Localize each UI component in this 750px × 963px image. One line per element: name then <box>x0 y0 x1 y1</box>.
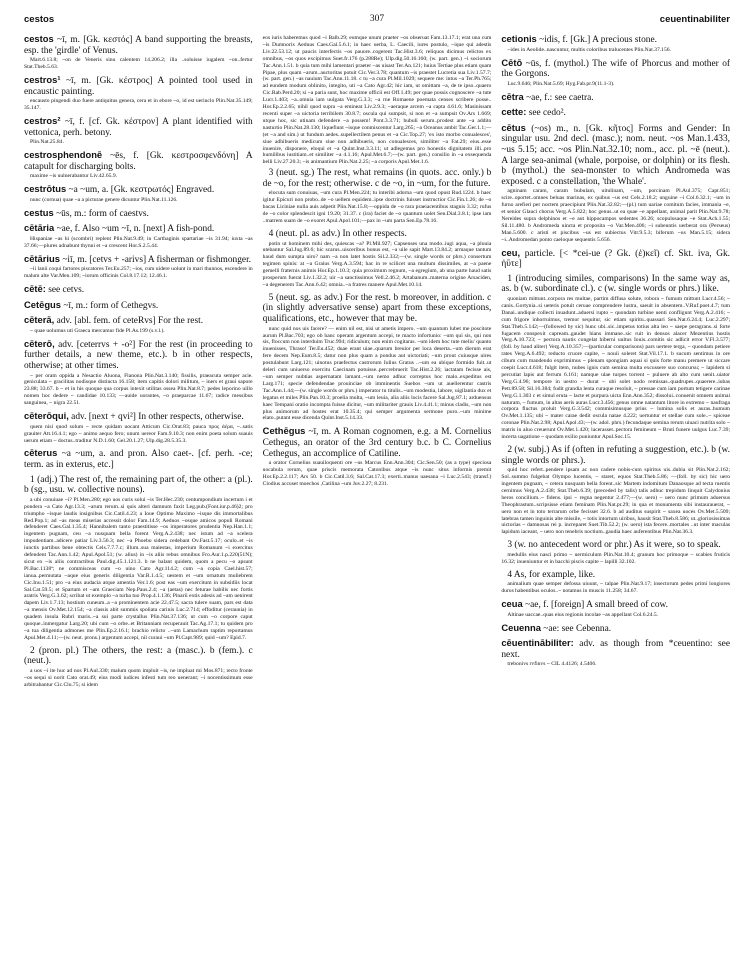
headword: cēterō, <box>24 337 55 349</box>
headword: ceua <box>501 598 523 610</box>
headword: cētārius <box>24 252 60 264</box>
definition-text: ~ae, f. [foreign] A small breed of cow. <box>525 600 669 611</box>
entry-definition <box>24 150 253 172</box>
citation-block: a orator Cornelius suauiloquenti ore ~us Marcus Enn.Ann.304; Cic.Sen.50; (as a type) speciosa uocabula rerum, quae priscis memorata Catonibus atque ~is nunc situs informis premit Hor.Ep.2.2.117; Ars 50. b Cic.Catil.3.6; Sal.Cat.17.3; exerti..manus uaesana ~i Luc.2.543; (transf.) Clodius accuset moechos ,Catilina ~um Juv.2.27; 8.231. <box>262 460 492 487</box>
headword: Cētō <box>501 56 523 68</box>
definition-text: see cedo². <box>528 108 566 119</box>
running-head <box>24 14 730 34</box>
sense-definition: 3 (neut. sg.) The rest, what remains (in quots. acc. only.) b de ~o, for the rest; otherwise. c de ~o, in ~um, for the future. <box>262 168 492 189</box>
dictionary-entry <box>24 223 253 249</box>
headword: cestrosphendonē <box>24 149 103 161</box>
citation-block: animalium quae semper defossa uiuunt, ~ talpae Plin.Nat.9.17; insectorum pedes primi longiores duros habentibus oculos..~ notamus in muscis 11.258; 34.67. <box>501 581 731 595</box>
citation-block: potin ut hominem mihi des, quiescas ~a? Pl.Mil.927; Capsenses una modo..iugi aqua, ~a pluuia utebantur Sal.Jug.89.6; hic scarus..uisceribus bonus est, ~a uile sapit Mart.13.84.2; armaque tantum haud dum sumpta uiro? nam ~a non latet hostis Sil.2.332;—(w. single words or phrs.) consertum tegimen spinis: at ~a Graius Verg.A.3.594; hac in re scilicet una multum dissimiles, at ~a paene gemelli fraternis animis Hor.Ep.1.10.3; quia proximum regnum, ~a egregium, ab una parte haud satis prosperum fuerat Liv.1.32.2; uir ~a sanctissimus Vell.2.46.2; Artabanum..materna origine Arsaciden, ~a degenerem Tac.Ann.6.42; omnia..~a fratres manere Apul.Met.10.14. <box>262 240 492 288</box>
headword: cētāria <box>24 222 55 234</box>
citation-block: ~ per oram oppida a Nesactio Aluona, Flanona Plin.Nat.3.140; fissilis, praeacuta semper acie. geniculata ~ gracilitas nodisque distincta 16.158; item capitis dolori militum, ~ iners et graui sapore 23.88; 33.67. b ~ et in his quoque qua corpus intexit utilitas ossea Plin.Nat.8.7; pedes leporino uillo nomen hoc dedere ~ candidae 10.133; —auide uorantes, ~o praeparcae 11.67; radice messibus sanguinea, ~ nigra 22.51. <box>24 372 253 407</box>
entry-definition <box>24 284 253 296</box>
dictionary-entry <box>24 75 253 112</box>
sense-block <box>263 293 492 422</box>
citation-block: nunc (cornua) quae ~a a picturae genere dicuntur Plin.Nat.11.126. <box>30 196 178 203</box>
sense-definition: 4 As, for example, like. <box>507 569 596 580</box>
sense-definition: 1 (introducing similes, comparisons) In the same way as, as. b (w. subordinate cl.). c (w. single words or phrs.) like. <box>501 273 731 295</box>
citation-block: Altinae uaccae..quas eius regionis incolae ~as appellant Col.6.24.5. <box>507 611 659 618</box>
citation-block: a uos ~i ite huc ad nos Pl.Aul.330; malum quom impluit ~is, ne impluat mi Mos.871; recto fronte ~os sequi si norit Cato orat.49; eius modi iudices infesti tum reo uenerant; ~i nocentissimum esse arbitrabantur Cic.Clu.75; si idem <box>24 668 253 688</box>
dictionary-entry <box>24 284 253 296</box>
sense-definition: 5 (neut. sg. as adv.) For the rest. b moreover, in addition. c (in slightly adversative sense) apart from these exceptions, qualifications, etc., however that may be. <box>262 292 492 325</box>
sense-definition: 2 (pron. pl.) The others, the rest: a (masc.). b (fem.). c (neut.). <box>24 645 253 667</box>
entry-definition <box>501 248 730 270</box>
definition-text: ~ī, f. [cf. Gk. κέστρον] A plant identified with vettonica, perh. betony. <box>24 117 253 138</box>
entry-definition <box>24 315 253 327</box>
sense-block <box>263 168 492 225</box>
dictionary-entry <box>24 116 253 146</box>
citation-block: nunc quid nos uis facere? — enim nil est, nisi ut ametis impero. ~um quantum lubet me poscitote aurum Pl.Bac.703; ego ob hanc operam argentum accepi, te macto infortunio: ~um qui sis, qui non sis, floccum non interduim Truc.994; ridiculum; non enim cogitaras. ~um idem hoc tute meliu' quanto inuenisses, Thraso! Ter.Eu.452; duae erant uiae..quarum breuior per loca deserta..~um dierum erat fere decem Nep.Eum.8.5; datur non plus quam a pondus aut uictoriati; ~um prout cuiusque uires postulabunt Larg.121; uinotus praefectus castrorum Iulius Gratus ..~um ea ubique formido fuit..ut deleri cum uniuerso exercitu Caecinam potuisse..percrebruerit Tac.Hist.2.26; iactatam fecisse ais, ~um semper nubtias aspernatam lamant..~um nemo adhuc correptus hoc malo..expeditus est Larg.171; specie defendendae prouinciae ob imminentis Suebos ~um ut auellerentur castris Tac.Ann.1.44;—(w. single words or phrs.) imperator tu titulis..~um modestia, labore, uigilantia dux et legatus et miles Plin.Pan.10.3; proelia multa, ~um leuia, alia aliis locis facere Sal.Jug.87.1; arduensus haec Tempani oratio incompta fuisse dicitur, ~um militariter grauis Liv.4.41.1; minus cladis, ~um non plus animorum ad hostes erat 10.35.4; qui semper argumenta sermone puro..~um minime elato..putant esse dicenda Quint.Inst.5.14.33. <box>262 325 492 422</box>
sense-block <box>501 570 730 595</box>
sense-block <box>24 646 253 689</box>
definition-text: (~os) m., n. [Gk. κῆτος] Forms and Gender: In singular usu. 2nd decl. (masc.); nom. neut. ~os Man.1.433, ~us 5.15; acc. ~os Plin.Nat.32.10; nom., acc. pl. ~ē (neut.). A large sea-animal (whale, porpoise, or dolphin) or its flesh. b (mythol.) the sea-monster to which Andromeda was exposed. c a constellation, 'the Whale'. <box>501 123 731 187</box>
headword: cēterā, <box>24 314 55 326</box>
dictionary-entry <box>501 638 730 668</box>
dictionary-entry <box>263 426 492 487</box>
dictionary-entry <box>501 34 730 54</box>
entry-definition <box>501 638 730 660</box>
entry-definition <box>263 426 492 459</box>
sense-definition: 3 (w. no antecedent word or phr.) As it were, so to speak. <box>507 540 721 551</box>
definition-text: adv. [ceterrvs + -o²] For the rest (in proceeding to further details, a new theme, etc.). b in other respects, otherwise; at other times. <box>24 339 253 371</box>
definition-text: ~idis, f. [Gk.] A precious stone. <box>539 35 657 45</box>
definition-text: adv. as though from *ceuentino: see next. <box>501 639 731 660</box>
definition-text: ~ī, m. [Gk. κέστρος] A pointed tool used in encaustic painting. <box>24 76 253 97</box>
column-right <box>501 34 730 693</box>
headword: Ceuenna <box>501 621 541 633</box>
headword: Cethēgus <box>262 425 306 437</box>
sense-block <box>501 274 730 441</box>
text-columns <box>24 34 730 693</box>
headword: cēterus <box>24 447 58 459</box>
citation-block: trebonivs rvfinvs ~ CIL 4.4126; 4.5406. <box>507 661 597 668</box>
definition-text: ~a ~um, a. and pron. Also caet-. [cf. perh. -ce; term. as in exterus, etc.] <box>24 449 253 470</box>
dictionary-entry <box>501 123 730 244</box>
citation-block: encausto pingendi duo fuere antiquitus genera, cera et in ebore ~o, id est ueriuclo Plin.Nat.35.149; 35.147. <box>24 98 253 112</box>
entry-definition <box>24 75 253 97</box>
dictionary-entry <box>24 208 253 220</box>
entry-definition <box>24 300 253 312</box>
citation-block: Hispaniae ~as hi (scombri) replent Plin.Nat.9.49; in Carthaginis spartariae ~is 31.94; iuxta ~as 37.66;—plures adnabunt thynni et ~a crescent Hor.S.2.5.44. <box>24 235 253 249</box>
definition-text: ~ae: see Cebenna. <box>543 623 612 634</box>
headword: cēterōqui, <box>24 410 69 422</box>
dictionary-entry <box>501 248 730 270</box>
guide-word-left: cestos <box>24 14 55 25</box>
headword: cestros² <box>24 115 61 126</box>
entry-definition <box>24 254 253 266</box>
entry-definition <box>501 623 730 635</box>
citation-block: quoniam mittunt..corpora res multae, partim diffusa solute, robora ~ fumum mittunt Lucr.4.56; ~ canis..Gortynia..si ueteris potuit ceruae comprendere lustra, saeuit in absentem..V.Ruf.poet.4.7; tum Danai..undique collecti inuadunt..aduersi rupto ~ quondam turbine uenti confligunt Verg.A.2.416; ~ cum frigore inhorruimus, tremor sequitur, sic etiam spiritu..quassari Sen.Nat.6.24.4; Luc.2.297; Stat.Theb.5.142;—(followed by sic) hunc ubi..sic..impetus totius alta leo ~ saepe peragrans..si forte fugacem conspexit capream..gaudet hians immane..sic ruit in densos alacer Mezentius hostis Verg.A.10.723; ~ pectora nautis congelat hiberni uultus Iouis..comitis sic adlicit error V.Fl.3.577; (foll. by haud aliter) Verg.A.10.357;—(particular comparisons) pars uertere terga, ~ quondam petiere rates Verg.A.6.492; reducto cruore capite, ~ nouii soleret Stat.Vil.17.1. b sucum sentimus in ore cibum cum mandendo exprimimus ~ plenam spongiam aquai si quis forte manu premere ut siccare coepit Lucr.4.618; fulgit item, nubes ignis cum semina multa excussere suo concursu; ~ lapidem si percutiat lapis aut ferrum 6.161; namque ulae turpes torrent ~ puluere ab alto cum uenit..uiator Verg.G.4.96; tempore in uestro ~ durat ~ ubi solet nodo remissas..quadrupes..quaerere..iubas Petr.89.58; Sil.16.384; fudit grandia lenta curaque resoluit, ~ pressae cum iam portum tetigere carinae Verg.G.1.303 c et simul eruta ~ lacte et purpura uicta Enn.Ann.352; dissolui..conuenit omnem animai naturam, ~ fumum, in altas aeris auras Lucr.3.456; genus omne natantum litore in extremo ~ naufraga corpora fluctus proluit Verg.G.3.542; commisimusque prius ~ lumina solis et auras..humum Ov.Met.1.135; ubi ~ mater carae dedit oscula natae 4.222; uertuntur et stellae cum sole..~ spiceae coronae Plin.Nat.2.98; Apul.Apol.43;—(w. adol. phrs.) fecundaque semina rerum uiuaci nutrita solo ~ matris in aluo creuerunt Ov.Met.1.420; lacerasset..pectora femineum ~ Bruti funere uulgus Luc.7.39; incerta uagatione ~ quodam exilio puniuntur Apul.Soc.15. <box>501 295 731 441</box>
citation-block: medullis eius nasci primo ~ uermiculum Plin.Nat.10.4; granum hoc primoque ~ scabies fruticis 16.32; inueniuntur et in bacchi piscis capite ~ lapilli 32.102. <box>501 551 731 565</box>
citation-block: ~ quae uolumus uti Graeca mercamur fide Pl.As.199 (s.v.l.). <box>30 327 165 334</box>
headword: ceu, <box>501 246 521 258</box>
sense-definition: 4 (neut. pl. as adv.) In other respects. <box>268 228 407 239</box>
headword: cestos <box>24 33 54 44</box>
sense-block <box>24 475 253 642</box>
citation-block: Mart.6.13.8; ~on de Veneris sinu calentem 14.206.2; illa ..soluisse iugalem ~on..fertur Stat.Theb.5.63. <box>24 57 253 71</box>
headword: cētē: <box>24 283 46 295</box>
entry-definition <box>24 184 253 196</box>
dictionary-entry <box>24 339 253 407</box>
definition-text: ~ī, m. A Roman cognomen, e.g. a M. Cornelius Cethegus, an orator of the 3rd century b.c. b C. Cornelius Cethegus, an accomplice of Catiline. <box>262 427 492 459</box>
definition-text: ~a ~um, a. [Gk. κεστρωτός] Engraved. <box>68 185 215 196</box>
column-left <box>24 34 253 693</box>
headword: cetionis <box>501 33 537 44</box>
dictionary-entry <box>24 254 253 280</box>
sense-block <box>263 229 492 289</box>
citation-block: ~ides in Aeolide..nascuntur, multis coloribus tralucentes Plin.Nat.37.156. <box>507 46 671 53</box>
definition-text: ~ēs, f. [Gk. κεστροσφενδόνη] A catapult for discharging bolts. <box>24 151 253 172</box>
definition-text: particle. [< *cei-ue (? Gk. (ἐ)κεῖ) cf. Skt. iva, Gk. ἠΰτε] <box>501 248 731 270</box>
entry-definition <box>501 599 730 611</box>
dictionary-entry <box>501 107 730 119</box>
dictionary-entry <box>24 184 253 204</box>
sense-definition: 1 (adj.) The rest of, the remaining part of, the other: a (pl.). b (sg., usu. w. collective nouns). <box>24 474 253 496</box>
citation-block: quid hoc refert..pendere ipsam ac non cadere nobis-cum spiritus uis..dubia sit Plin.Nat.2.162; Sol..summo fulgebat Olympo lucentis, ~ staret, equos Stat.Theb.5.86; —(foll. by sic) hic uero ingentem pugnam, ~ cetera nusquam bella forent..sic Martem indomitum Danaosque ad tecta ruentis cernimus Verg.A.2.438; Stat.Theb.6.39; (preceded by talis) talis adhuc trepidum linquit Calydonius heros concilium..~ fidens. ipsi ~ regna negentur 2.477;—(w. uero) ~ uero nunc primum aduersus Theophrastum..scripsisse etiam feminam Plin.Nat.pr.29; in qua et monumenta sibi instaurauerat, ~ uero non et in toto terrarum orbe fecisset 32.6. b ad auditus suspirit ~ saxea uoces Ov.Met.5.509; latebras tamen inguinis alte missile, ~ totis intortum uiribus, hausit Stat.Theb.8.586; ut..gloriosissimas uictorias ~ damnosas rei p. increparet Suet.Tib.52.2; (w. uero) ista fecere..mortales ..ut inter maculas lapidum iaceant, ~ uero non tenebris noctium..gaudia haec auferentibus Plin.Nat.36.3. <box>501 467 731 536</box>
dictionary-page <box>24 14 730 693</box>
sense-block <box>501 445 730 536</box>
guide-word-right: ceuentinabiliter <box>659 14 730 25</box>
dictionary-entry <box>501 58 730 88</box>
entry-definition <box>501 107 730 119</box>
definition-text: ~ūs, f. (mythol.) The wife of Phorcus and mother of the Gorgons. <box>501 58 731 80</box>
dictionary-entry <box>24 150 253 180</box>
dictionary-entry <box>24 315 253 335</box>
definition-text: ~ūs, m.: form of caestvs. <box>56 208 149 219</box>
headword: cestrōtus <box>24 183 67 195</box>
entry-definition <box>24 448 253 470</box>
headword: cētra <box>501 90 524 102</box>
entry-definition <box>24 34 253 56</box>
definition-text: see cetvs. <box>48 285 85 296</box>
dictionary-entry <box>24 448 253 470</box>
dictionary-entry <box>24 300 253 312</box>
entry-definition <box>501 58 730 80</box>
column-middle <box>263 34 492 693</box>
headword: cette: <box>501 106 527 118</box>
continued-citations: eos iuris haberemus quod ~i Balb.29; eumque unum praeter ~os obseruat Fam.13.17.1; erat una cum ~is Dumnorix Aeduus Caes.Gal.5.6.1; in haec uerba, L. Caecili, iures postulo, ~ique qui adestis Liv.22.53.12; ut paucis interfectis ~os pauore..cogerent Tac.Hist.3.6; reliquos dicimus relictos ex omnibus, ~os quos excipimus Suet.fr.176 (p.288Re); Ulp.dig.50.16.160; (w. part. gen.) ~i sociorum Tac.Ann.1.51. b quia tum mihi lamentari praeter ~as uisast Ter.An.121; huius Tertiae plus etiam quam Pipae, plus quam ~arum..auctoritas potuit Cic.Ver.3.78; quantum ~is praestet Lucretia sua Liv.1.57.7; (w. part. gen.) ~as nauium Tac.Ann.11.18. c tu ~a cura Pl.Mil.1029; sequere me: intus ~a Ter.Ph.765; ad eundem modum oblinito, integito, uti ~a Cato Agr.42; hic iam, ut omittam ~a, de te ipso..quaero Cic.Rab.Perd.20; si ~a paria sunt, hoc maxime officii est Off.1.49; per quae possis cognoscere ~a tute Lucr.1.403; ~a..omnia iam uulgata Verg.G.3.3; ~a rne Romaene poemata censes scribere posse.. Hor.Ep.2.2.65; nihil quod supra ~a emineat Liv.2.9.3; ~aeraque arcem ~a capta 4.61.6; Masinissam recenti super ~a uictoria terribilem 30.8.7; oscula qui sumpsit, si non et ~a sumpsit Ov.Ars 1.669; utque hoc, sic utinam defendere ~a possem! Pont.3.3.71; bubuli serum..prodest ante ~a addito nasturtio Plin.Nat.28.130; liquefiunt ~isque conmiscentur Larg.265; ~a Oceanus ambit Tac.Ger.1.1;—(et ~a and sim.) ut fundum aedes..supellectilem penus et ~a Cic.Top.27; 'ex isto morbo conualesces', siue adhibueris medicum siue non adhibueris, non conualesces, similiter ~a Fat.29; eius..esse inuenire, disponere, eloqui et ~a Quint.Inst.3.3.11; ut adlegemus pro honestis dignitatem illi..pro humilibus iustitiam..et similiter ~a 4.1.16; Apul.Met.6.7;—(w. part. gen.) consilio in ~a exsequenda belli Liv.27.20.3; ~is animantium Plin.Nat.2.25; ~a corporis Apul.Met.1.6. <box>262 35 492 166</box>
entry-definition <box>24 411 253 423</box>
citation-block: elocuta sum conuiuas, ~um cura Pl.Men.224; tu interibi adorna ~um quod opust Rud.1224. b haec igitur Epicuri non probo..de ~o uellem equidem..ipse doctrinis fuisset instructior Cic.Fin.1.26; de ~o bacas Liciniae nulla auis adpetit Plin.Nat.15.8;—oppida de ~o rara praeiacentibus stagnis 3.32; rufus de ~o color splendescit igni 19.20; 31.37. c (ira) faciet de ~o quantum uolet Sen.Dial.3.8.1; ipse iam ..matrem suam de ~o exoret Apul.Apol.101;—pax in ~um parta Sen.Ep.78.16. <box>262 190 492 225</box>
entry-definition <box>501 92 730 104</box>
definition-text: ~ī, m. [Gk. κεστός] A band supporting the breasts, esp. the 'girdle' of Venus. <box>24 35 253 56</box>
citation-block: Plin.Nat.25.84. <box>30 139 64 146</box>
entry-definition <box>24 223 253 235</box>
headword: cestus <box>24 206 54 218</box>
sense-definition: 2 (w. subj.) As if (often in refuting a suggestion, etc.). b (w. single words or phrs.). <box>501 445 731 466</box>
definition-text: ~ae, f. Also ~um ~ī, n. [next] A fish-pond. <box>56 224 215 235</box>
definition-text: ~ī, m.: form of Cethegvs. <box>63 300 159 311</box>
entry-definition <box>24 116 253 138</box>
dictionary-entry <box>501 623 730 635</box>
sense-block <box>501 540 730 565</box>
dictionary-entry <box>24 34 253 71</box>
entry-definition <box>501 34 730 46</box>
entry-definition <box>24 208 253 220</box>
definition-text: ~iī, m. [cetvs + -arivs] A fisherman or fishmonger. <box>62 254 252 265</box>
citation-block: quem nisi quod solum ~ recte quidam uocant Atticum Cic.Orat.83; pauca προς ἀέρα, ~..satis grauiter Att.16.4.1; ego ~ animo aequo fero; unum uereor Fam.9.10.3; non enim poeta solum suauis uerum etiam ~ doctus..traditur N.D.1.60; Gel.20.1.27; Ulp.dig.28.5.35.3. <box>24 423 253 444</box>
citation-block: ~ii lanii coqui fartores piscatores Ter.Eu.257; ~ios, cum uidere uolunt in mari thunnos, escendere in malum alte Var.Men.109; ~iorum officinis Col.8.17.12; 12.46.1. <box>24 266 253 280</box>
headword: Cetēgus <box>24 298 61 310</box>
dictionary-entry <box>501 92 730 104</box>
citation-block: agninam caram, caram bubulam, uitulinam, ~um, porcinam Pl.Aul.375; Capt.851; scire..oportet..omnes beluas marinas, ex quibus ~us est Cels.2.18.2; unguine ~i Col.6.32.1; ~um in furno arefieri per noctem praecipiunt Plin.Nat.32.82;—(pl.) tum uariae comitum facies, immania ~e, et senior Glauci chorus Verg.A.5.822; hoc genus..ut ea quae ~e appellant, animal parit Plin.Nat.9.78; Nereides supra delphinos et ~e aut hippocampos sedentes 36.26; scopulosaque ~e Stat.Ach.1.55; Sil.11.480. b Andromeda uincta et proposita ~o Var.Men.406; ~i subeuntis uerberat ora (Perseus) Man.5.600. c aristi et piscibus ~us est subiectus Vitr.9.5.3; biferum ~us Man.5.15; sidera ~i..Andromedan ponto caeloque sequentis 5.656. <box>501 188 731 243</box>
entry-definition <box>501 123 730 188</box>
dictionary-entry <box>24 411 253 444</box>
headword: cestros¹ <box>24 74 61 85</box>
headword: cēuentinābiliter: <box>501 637 574 649</box>
headword: cētus <box>501 121 526 133</box>
entry-definition <box>24 339 253 372</box>
citation-block: a ubi conuiuae ~i? Pl.Men.280; ego uos curis solui ~is Ter.Hec.230; centumpondium incertum i et pondera ~a Cato Agr.13.3; ~arum rerum..si quis alteri damnum faxit Leg.pub.(Font.iur.p.46)2; pro triumpho ~isque laudis insignibus Cic.Catil.4.23; a Ioue Optimo Maximo ~isque dis immortalibus Red.Pop.1; ad ~as meas miserias accessit dolor Fam.14.9; Aeduos ~osque amicos populi Romani defenderet Caes.Gal.1.35.4; Hannibalem tanto praestitisse ~os imperatores prudentia Nep.Han.1.1; ingentem pugnam, ceu ~a nusquam bella forent Verg.A.2.438; nec istum ad ~a scelera impudentiam..adicere patiar Liv.3.56.3; nec ~a Phoebo sidera cedebant Ov.Fast.5.17; oculo..et ~is iunctis partibus bene obtectis Cels.7.7.7.c; illum..sua maiestas, imperium Romanum ~i exercitus defendent Tac.Ann.1.42; Apul.Apol.51; (w. alius) in ~is aliis rebus omnibus Fro.Aur.1.p.220(51N); sicut ex ~is aliis contractibus Paul.dig.45.1.121.3. b ne balant quidem, quom a pecu ~o apsunt Pl.Bac.1138ª; ne commisceas cum ~o uino Cato Agr.114.2; cum ~a copia Cael.hist.57; ianua..permutata ~aque eius generis diligentia Var.R.1.4.5; uestem et ~um ornatum muliebrem Cic.Inu.1.51; pro ~a eius audacia atque amentia Ver.1.6; post eas ~um exercitum in subsidiis locat Sal.Cat.59.5; et Spartam et ~am Graeciam Nep.Paus.2.4; ~a (aetas) nec feturae habilis nec fortis aratris Verg.G.3.62; scribat ut exemplo ~a turba tuo Prop.4.1.136; Pinarii extis adesis ad ~am uenirent dapem Liv.1.7.13; hostium cuneum..a ~a prominentem acie 22.47.5; sacra tulere suam, pars est data ~a mensis Ov.Met.12.154; ~a classis abit summis spoliata carinis Luc.2.714; effoditur (ceraunia) in quadem insula Rubri maris..~a sui parte crystallus Plin.Nat.37.136; ut cum ~o corpore caput quoque..inmergatur Larg.20; ubi cum ~o orbe..et Britanniam recuperauit Tac.Ag.17.1; tu quidem pro ~a tua diligentia admones me Plin.Ep.2.16.1; brachio relicto ..~um Lamachum raptim reportamus Apul.Met.4.11;—(w. neut. prons.) argentum accepi, nil curaui ~um Pl.Capt.989; quid ~um? Epid.7. <box>24 496 253 641</box>
definition-text: ~ae, f.: see caetra. <box>526 92 594 103</box>
citation-block: maxime ~is uulnerabantur Liv.42.65.9. <box>30 173 118 180</box>
citation-block: Luc.9.646; Plin.Nat.5.69; Hyg.Fab.pr.9(11.1-3). <box>507 80 615 87</box>
page-number: 307 <box>369 14 385 24</box>
definition-text: adv. [next + qvi²] In other respects, otherwise. <box>71 412 244 423</box>
dictionary-entry <box>501 599 730 619</box>
definition-text: adv. [abl. fem. of ceteRvs] For the rest. <box>56 316 204 327</box>
